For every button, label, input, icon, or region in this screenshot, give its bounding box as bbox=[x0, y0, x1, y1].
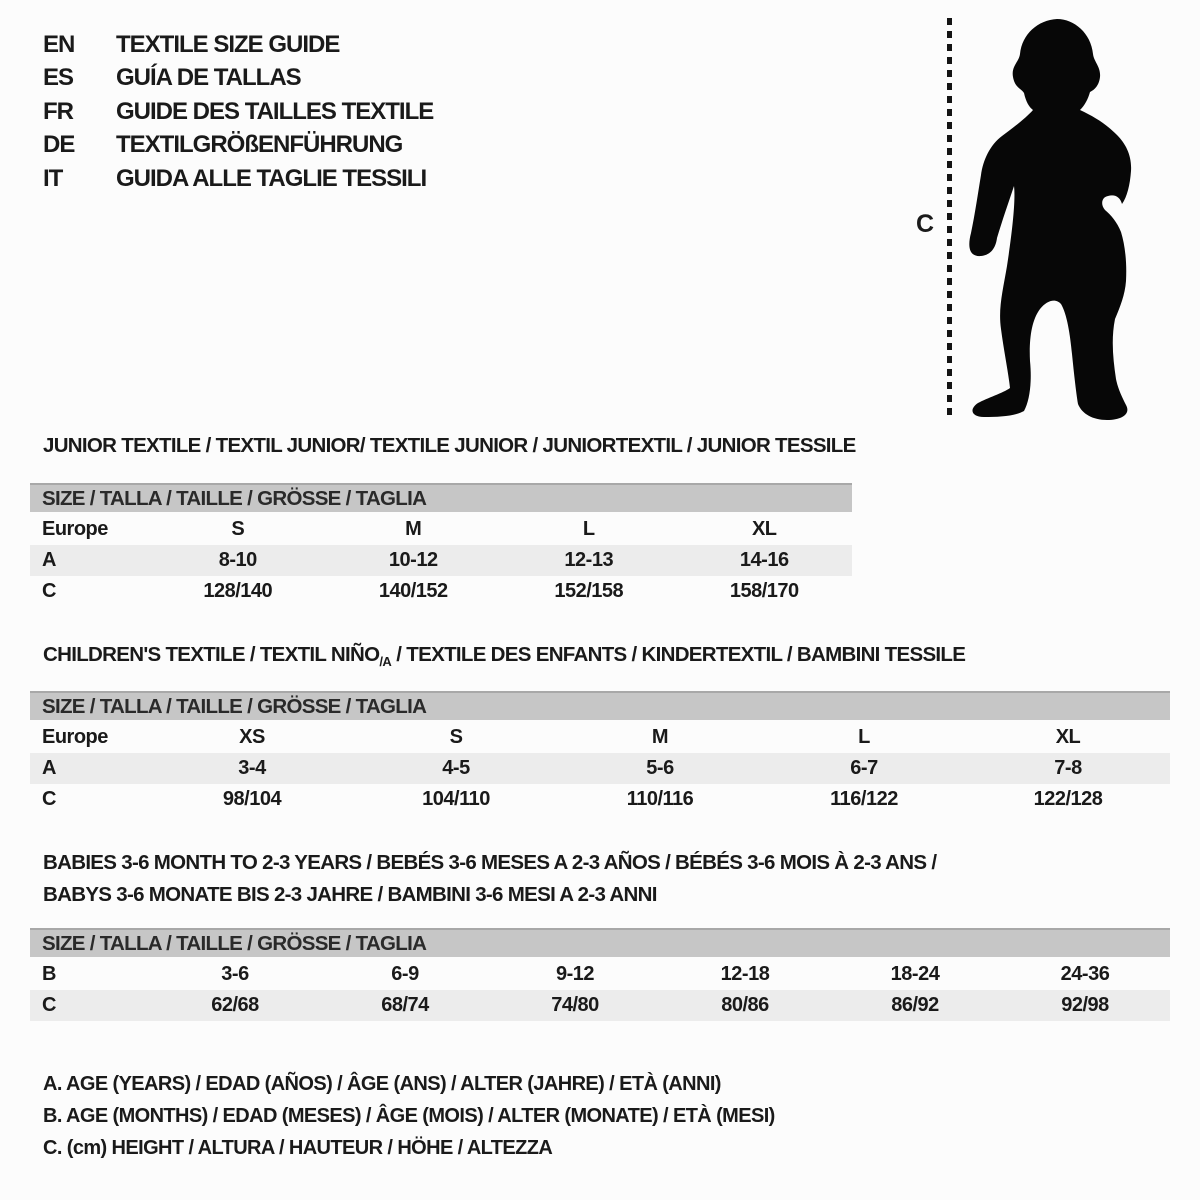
cell: 10-12 bbox=[388, 549, 438, 571]
cell: 12-18 bbox=[720, 963, 770, 985]
legend-line-b: B. AGE (MONTHS) / EDAD (MESES) / ÂGE (MOIS) / ALTER (MONATE) / ETÀ (MESI) bbox=[43, 1104, 775, 1127]
language-code: IT bbox=[43, 164, 63, 192]
junior-size-table bbox=[30, 483, 852, 607]
cell: 3-6 bbox=[221, 963, 249, 985]
cell: 7-8 bbox=[1054, 757, 1082, 779]
cell: 6-7 bbox=[850, 757, 878, 779]
title-text: / TEXTILE DES ENFANTS / KINDERTEXTIL / BAMBINI TESSILE bbox=[391, 643, 966, 666]
cell: 122/128 bbox=[1033, 788, 1103, 810]
language-row-fr bbox=[43, 95, 433, 129]
cell: XL bbox=[1055, 726, 1081, 748]
cell: 92/98 bbox=[1061, 994, 1109, 1016]
cell: 152/158 bbox=[554, 580, 624, 602]
cell: 8-10 bbox=[218, 549, 257, 571]
cell: 74/80 bbox=[551, 994, 599, 1016]
cell: 86/92 bbox=[891, 994, 939, 1016]
cell: 4-5 bbox=[442, 757, 470, 779]
cell: 24-36 bbox=[1060, 963, 1110, 985]
language-label: TEXTILGRÖßENFÜHRUNG bbox=[116, 131, 403, 159]
children-size-table bbox=[30, 691, 1170, 815]
babies-size-table bbox=[30, 928, 1170, 1021]
cell: 62/68 bbox=[211, 994, 259, 1016]
row-label: Europe bbox=[42, 726, 108, 748]
language-code: FR bbox=[43, 97, 73, 125]
cell: 9-12 bbox=[555, 963, 595, 985]
table-row-age bbox=[30, 753, 1170, 784]
language-label: GUÍA DE TALLAS bbox=[116, 64, 301, 92]
language-row-es bbox=[43, 62, 433, 96]
toddler-silhouette-icon bbox=[952, 0, 1200, 440]
cell: 68/74 bbox=[381, 994, 429, 1016]
row-label: A bbox=[42, 757, 56, 779]
table-row-height bbox=[30, 990, 1170, 1021]
row-label: Europe bbox=[42, 518, 108, 540]
cell: 110/116 bbox=[626, 788, 694, 810]
table-row-europe bbox=[30, 722, 1170, 753]
language-label: GUIDA ALLE TAGLIE TESSILI bbox=[116, 164, 427, 192]
row-label: A bbox=[42, 549, 56, 571]
title-text: CHILDREN'S TEXTILE / TEXTIL NIÑO bbox=[43, 643, 380, 666]
height-measure-label: C bbox=[916, 210, 934, 238]
size-header-bar: SIZE / TALLA / TAILLE / GRÖSSE / TAGLIA bbox=[30, 928, 1170, 957]
cell: 3-4 bbox=[238, 757, 266, 779]
cell: M bbox=[651, 726, 669, 748]
cell: 116/122 bbox=[830, 788, 898, 810]
cell: 158/170 bbox=[729, 580, 799, 602]
junior-section-title: JUNIOR TEXTILE / TEXTIL JUNIOR/ TEXTILE JUNIOR / JUNIORTEXTIL / JUNIOR TESSILE bbox=[43, 434, 856, 457]
cell: 18-24 bbox=[890, 963, 940, 985]
cell: 5-6 bbox=[646, 757, 674, 779]
language-label: TEXTILE SIZE GUIDE bbox=[116, 30, 340, 58]
table-row-age bbox=[30, 545, 852, 576]
cell: 12-13 bbox=[564, 549, 614, 571]
size-header-bar: SIZE / TALLA / TAILLE / GRÖSSE / TAGLIA bbox=[30, 483, 852, 512]
title-subscript: /A bbox=[379, 654, 392, 670]
table-row-height bbox=[30, 576, 852, 607]
cell: 104/110 bbox=[422, 788, 490, 810]
babies-section-title-line2: BABYS 3-6 MONATE BIS 2-3 JAHRE / BAMBINI 3-6 MESI A 2-3 ANNI bbox=[43, 883, 657, 906]
row-label: C bbox=[42, 994, 56, 1016]
table-row-europe bbox=[30, 514, 852, 545]
language-label: GUIDE DES TAILLES TEXTILE bbox=[116, 97, 434, 125]
row-label: B bbox=[42, 963, 56, 985]
cell: S bbox=[231, 518, 245, 540]
cell: 140/152 bbox=[378, 580, 448, 602]
legend-block bbox=[43, 1068, 775, 1164]
cell: S bbox=[449, 726, 463, 748]
language-code: DE bbox=[43, 131, 75, 159]
cell: XS bbox=[239, 726, 265, 748]
cell: 6-9 bbox=[391, 963, 419, 985]
row-label: C bbox=[42, 788, 56, 810]
row-label: C bbox=[42, 580, 56, 602]
babies-section-title-line1: BABIES 3-6 MONTH TO 2-3 YEARS / BEBÉS 3-6 MESES A 2-3 AÑOS / BÉBÉS 3-6 MOIS À 2-3 ANS / bbox=[43, 851, 937, 874]
language-code: EN bbox=[43, 30, 75, 58]
language-title-block bbox=[43, 28, 433, 196]
table-row-height bbox=[30, 784, 1170, 815]
language-row-de bbox=[43, 129, 433, 163]
cell: 80/86 bbox=[721, 994, 769, 1016]
legend-line-a: A. AGE (YEARS) / EDAD (AÑOS) / ÂGE (ANS) / ALTER (JAHRE) / ETÀ (ANNI) bbox=[43, 1072, 721, 1095]
cell: L bbox=[858, 726, 870, 748]
cell: 14-16 bbox=[739, 549, 789, 571]
language-code: ES bbox=[43, 64, 74, 92]
legend-line-c: C. (cm) HEIGHT / ALTURA / HAUTEUR / HÖHE / ALTEZZA bbox=[43, 1136, 553, 1159]
cell: M bbox=[405, 518, 422, 540]
cell: 98/104 bbox=[222, 788, 282, 810]
size-header-bar: SIZE / TALLA / TAILLE / GRÖSSE / TAGLIA bbox=[30, 691, 1170, 720]
cell: XL bbox=[751, 518, 777, 540]
table-row-age-months bbox=[30, 959, 1170, 990]
children-section-title bbox=[43, 643, 965, 669]
language-row-en bbox=[43, 28, 433, 62]
cell: 128/140 bbox=[203, 580, 273, 602]
language-row-it bbox=[43, 162, 433, 196]
cell: L bbox=[582, 518, 595, 540]
